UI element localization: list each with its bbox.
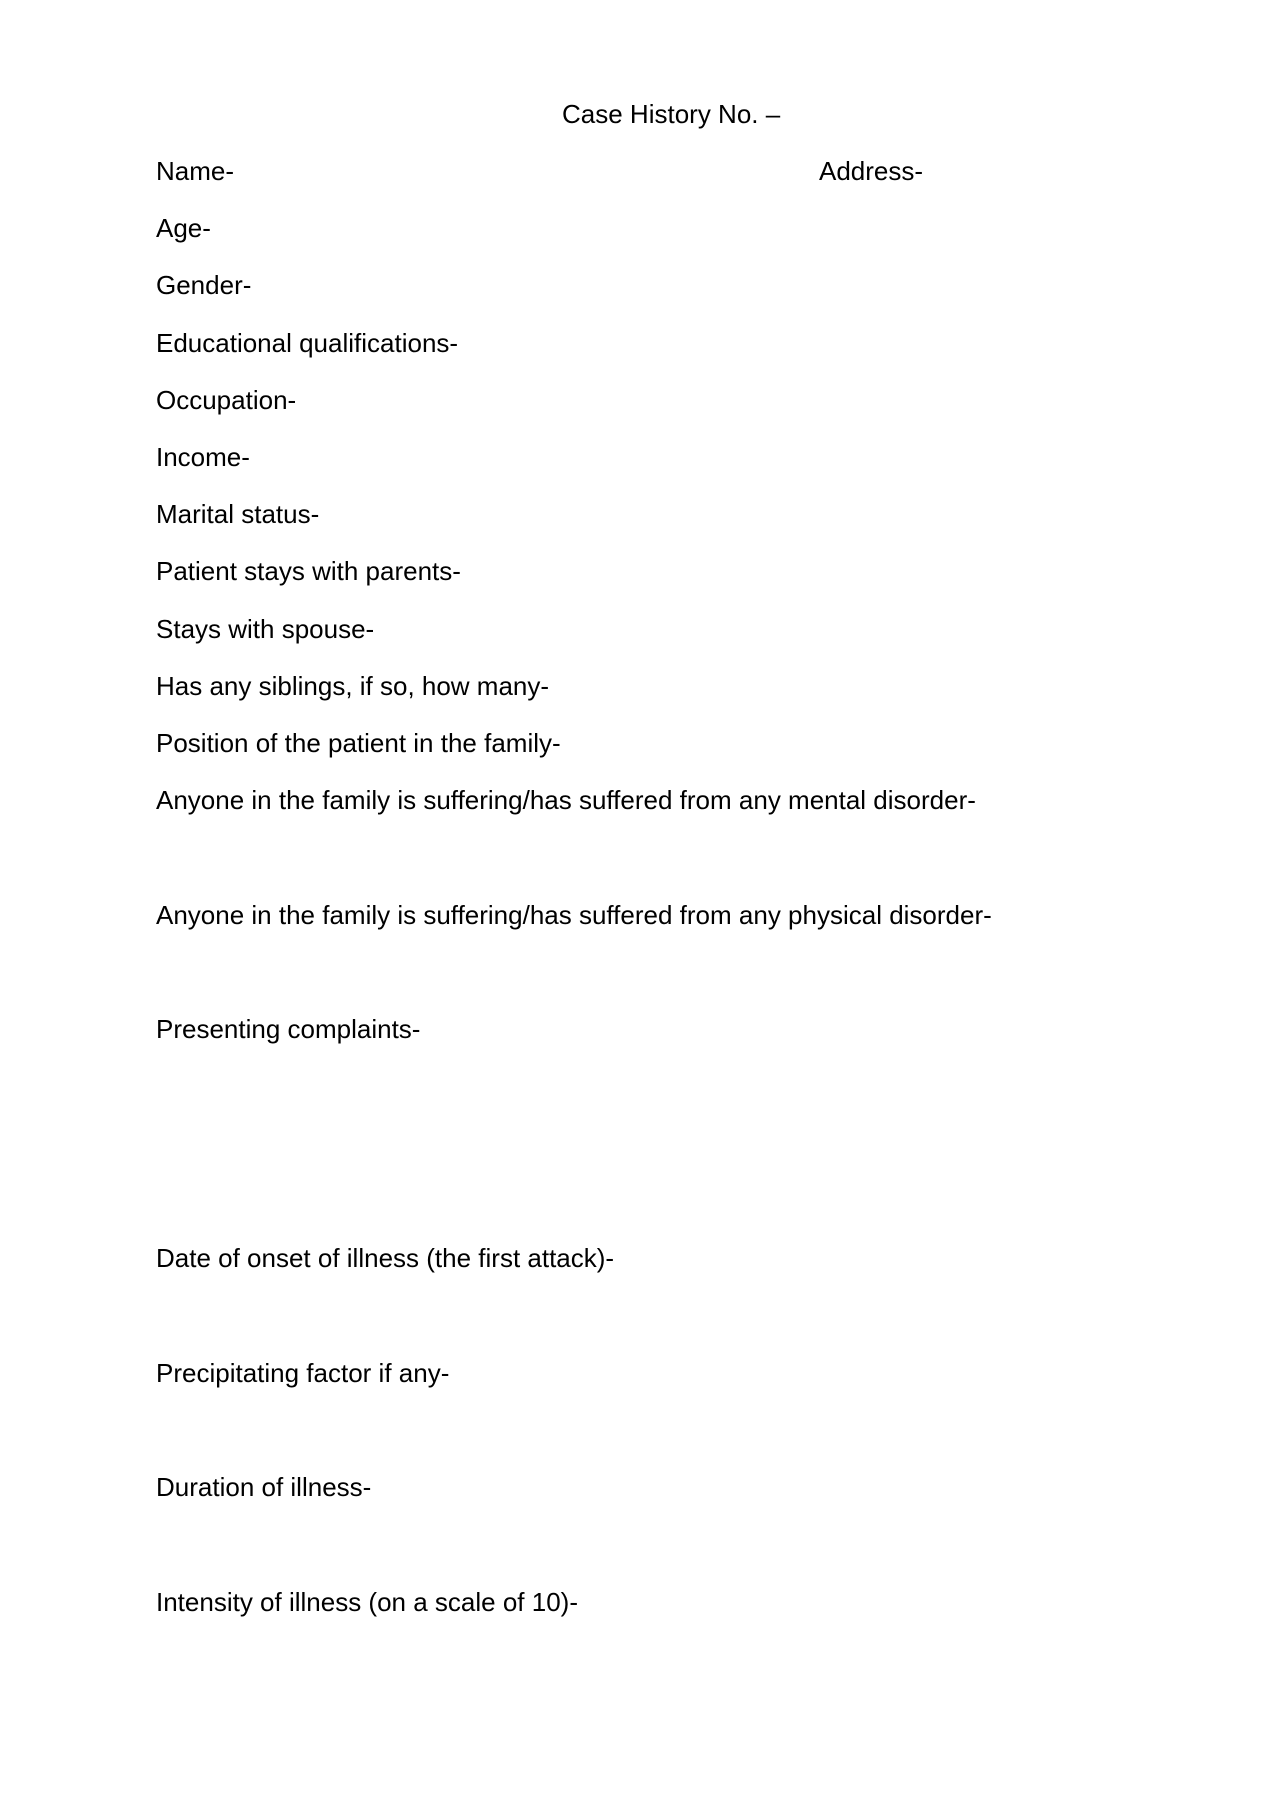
field-intensity: Intensity of illness (on a scale of 10)- — [156, 1587, 578, 1617]
field-onset-date: Date of onset of illness (the first attack)- — [156, 1243, 615, 1273]
field-family-physical-disorder: Anyone in the family is suffering/has suffered from any physical disorder- — [156, 900, 992, 930]
document-title: Case History No. – — [562, 99, 781, 129]
field-presenting-complaints: Presenting complaints- — [156, 1014, 421, 1044]
field-income: Income- — [156, 442, 250, 472]
field-siblings: Has any siblings, if so, how many- — [156, 671, 550, 701]
field-stays-with-spouse: Stays with spouse- — [156, 614, 375, 644]
field-name: Name- — [156, 156, 235, 186]
field-stays-with-parents: Patient stays with parents- — [156, 556, 461, 586]
field-gender: Gender- — [156, 270, 252, 300]
field-position-in-family: Position of the patient in the family- — [156, 728, 561, 758]
field-duration: Duration of illness- — [156, 1472, 372, 1502]
field-address: Address- — [819, 156, 924, 186]
field-age: Age- — [156, 213, 211, 243]
field-education: Educational qualifications- — [156, 328, 459, 358]
field-marital-status: Marital status- — [156, 499, 320, 529]
field-precipitating-factor: Precipitating factor if any- — [156, 1358, 450, 1388]
field-occupation: Occupation- — [156, 385, 297, 415]
field-family-mental-disorder: Anyone in the family is suffering/has suffered from any mental disorder- — [156, 785, 976, 815]
